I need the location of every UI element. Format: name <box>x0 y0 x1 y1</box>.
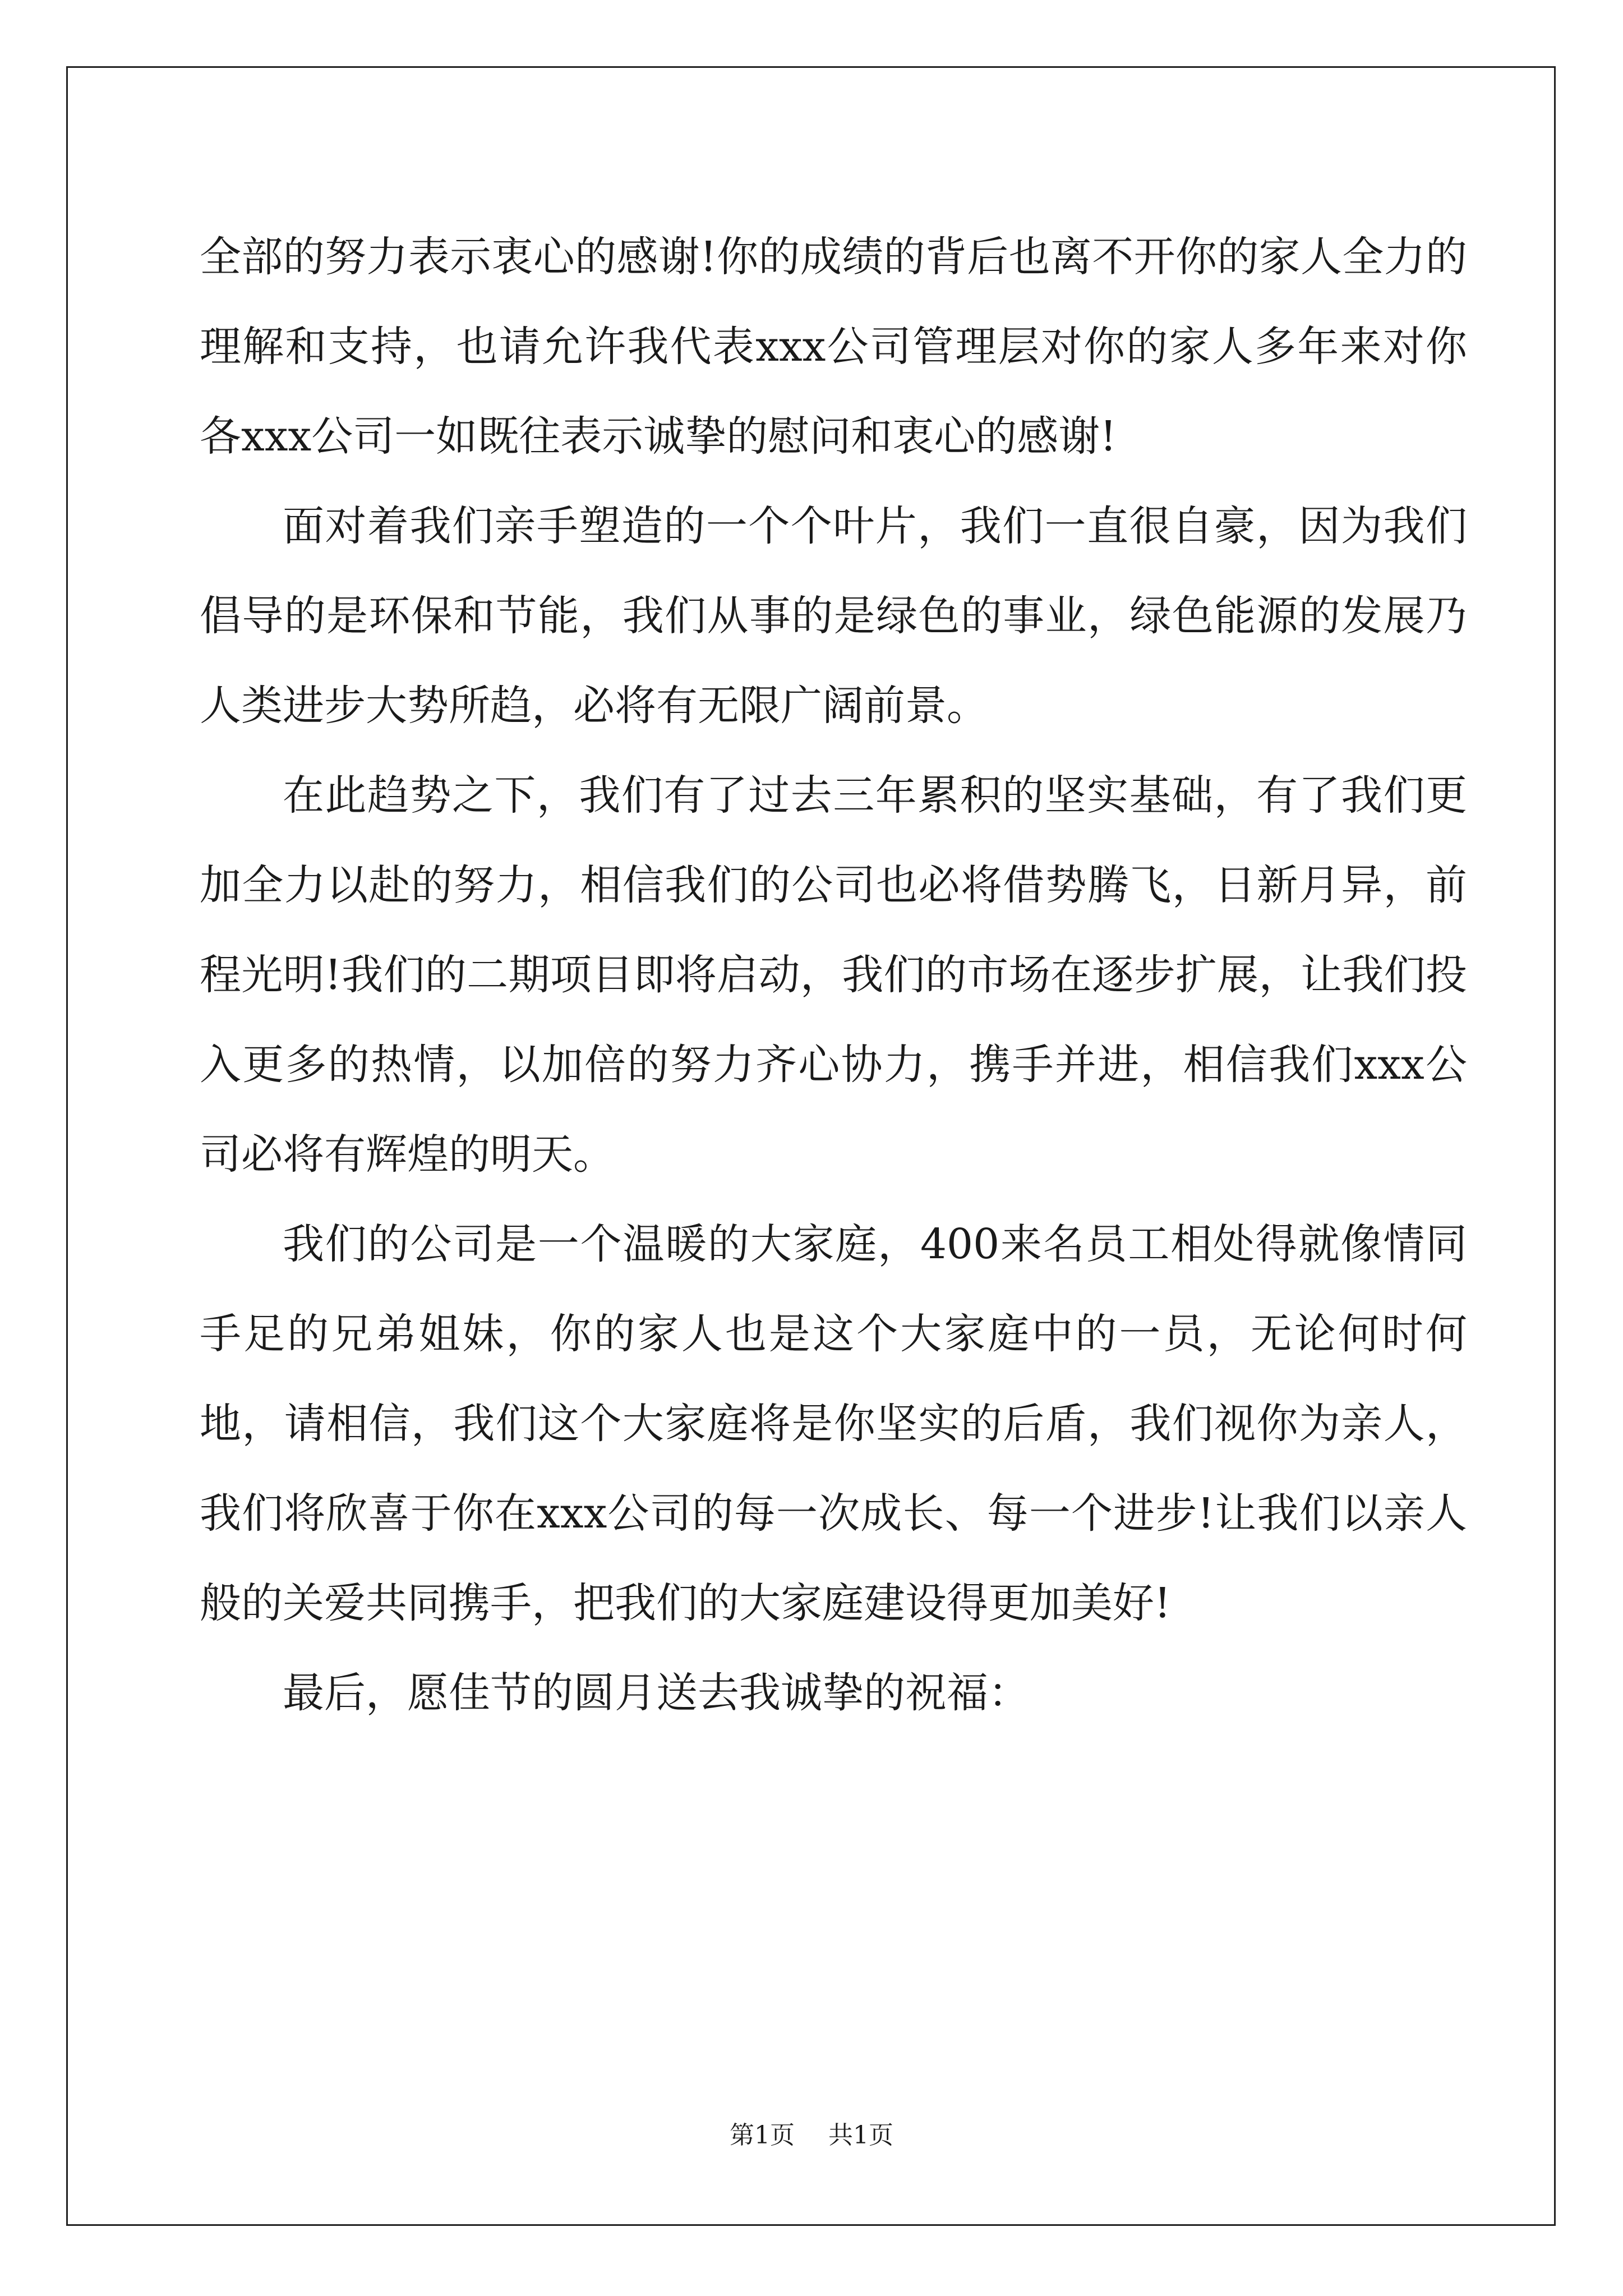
paragraph-1: 全部的努力表示衷心的感谢!你的成绩的背后也离不开你的家人全力的理解和支持，也请允许我代表xxx公司管理层对你的家人多年来对你各xxx公司一如既往表示诚挚的慰问和衷心的感谢! <box>200 233 1467 461</box>
page-number: 第1页 <box>730 2121 795 2150</box>
paragraph-3: 在此趋势之下，我们有了过去三年累积的坚实基础，有了我们更加全力以赴的努力，相信我们的公司也必将借势腾飞，日新月异，前程光明!我们的二期项目即将启动，我们的市场在逐步扩展，让我们投入更多的热情，以加倍的努力齐心协力，携手并进，相信我们xxx公司必将有辉煌的明天。 <box>200 771 1467 1179</box>
page-footer <box>0 2115 1623 2151</box>
document-body <box>200 212 1467 1738</box>
page-total: 共1页 <box>828 2121 893 2150</box>
paragraph-4: 我们的公司是一个温暖的大家庭，400来名员工相处得就像情同手足的兄弟姐妹，你的家人也是这个大家庭中的一员，无论何时何地，请相信，我们这个大家庭将是你坚实的后盾，我们视你为亲人，我们将欣喜于你在xxx公司的每一次成长、每一个进步!让我们以亲人般的关爱共同携手，把我们的大家庭建设得更加美好! <box>200 1220 1467 1627</box>
paragraph-5: 最后，愿佳节的圆月送去我诚挚的祝福： <box>283 1669 1030 1717</box>
paragraph-2: 面对着我们亲手塑造的一个个叶片，我们一直很自豪，因为我们倡导的是环保和节能，我们从事的是绿色的事业，绿色能源的发展乃人类进步大势所趋，必将有无限广阔前景。 <box>200 502 1467 730</box>
